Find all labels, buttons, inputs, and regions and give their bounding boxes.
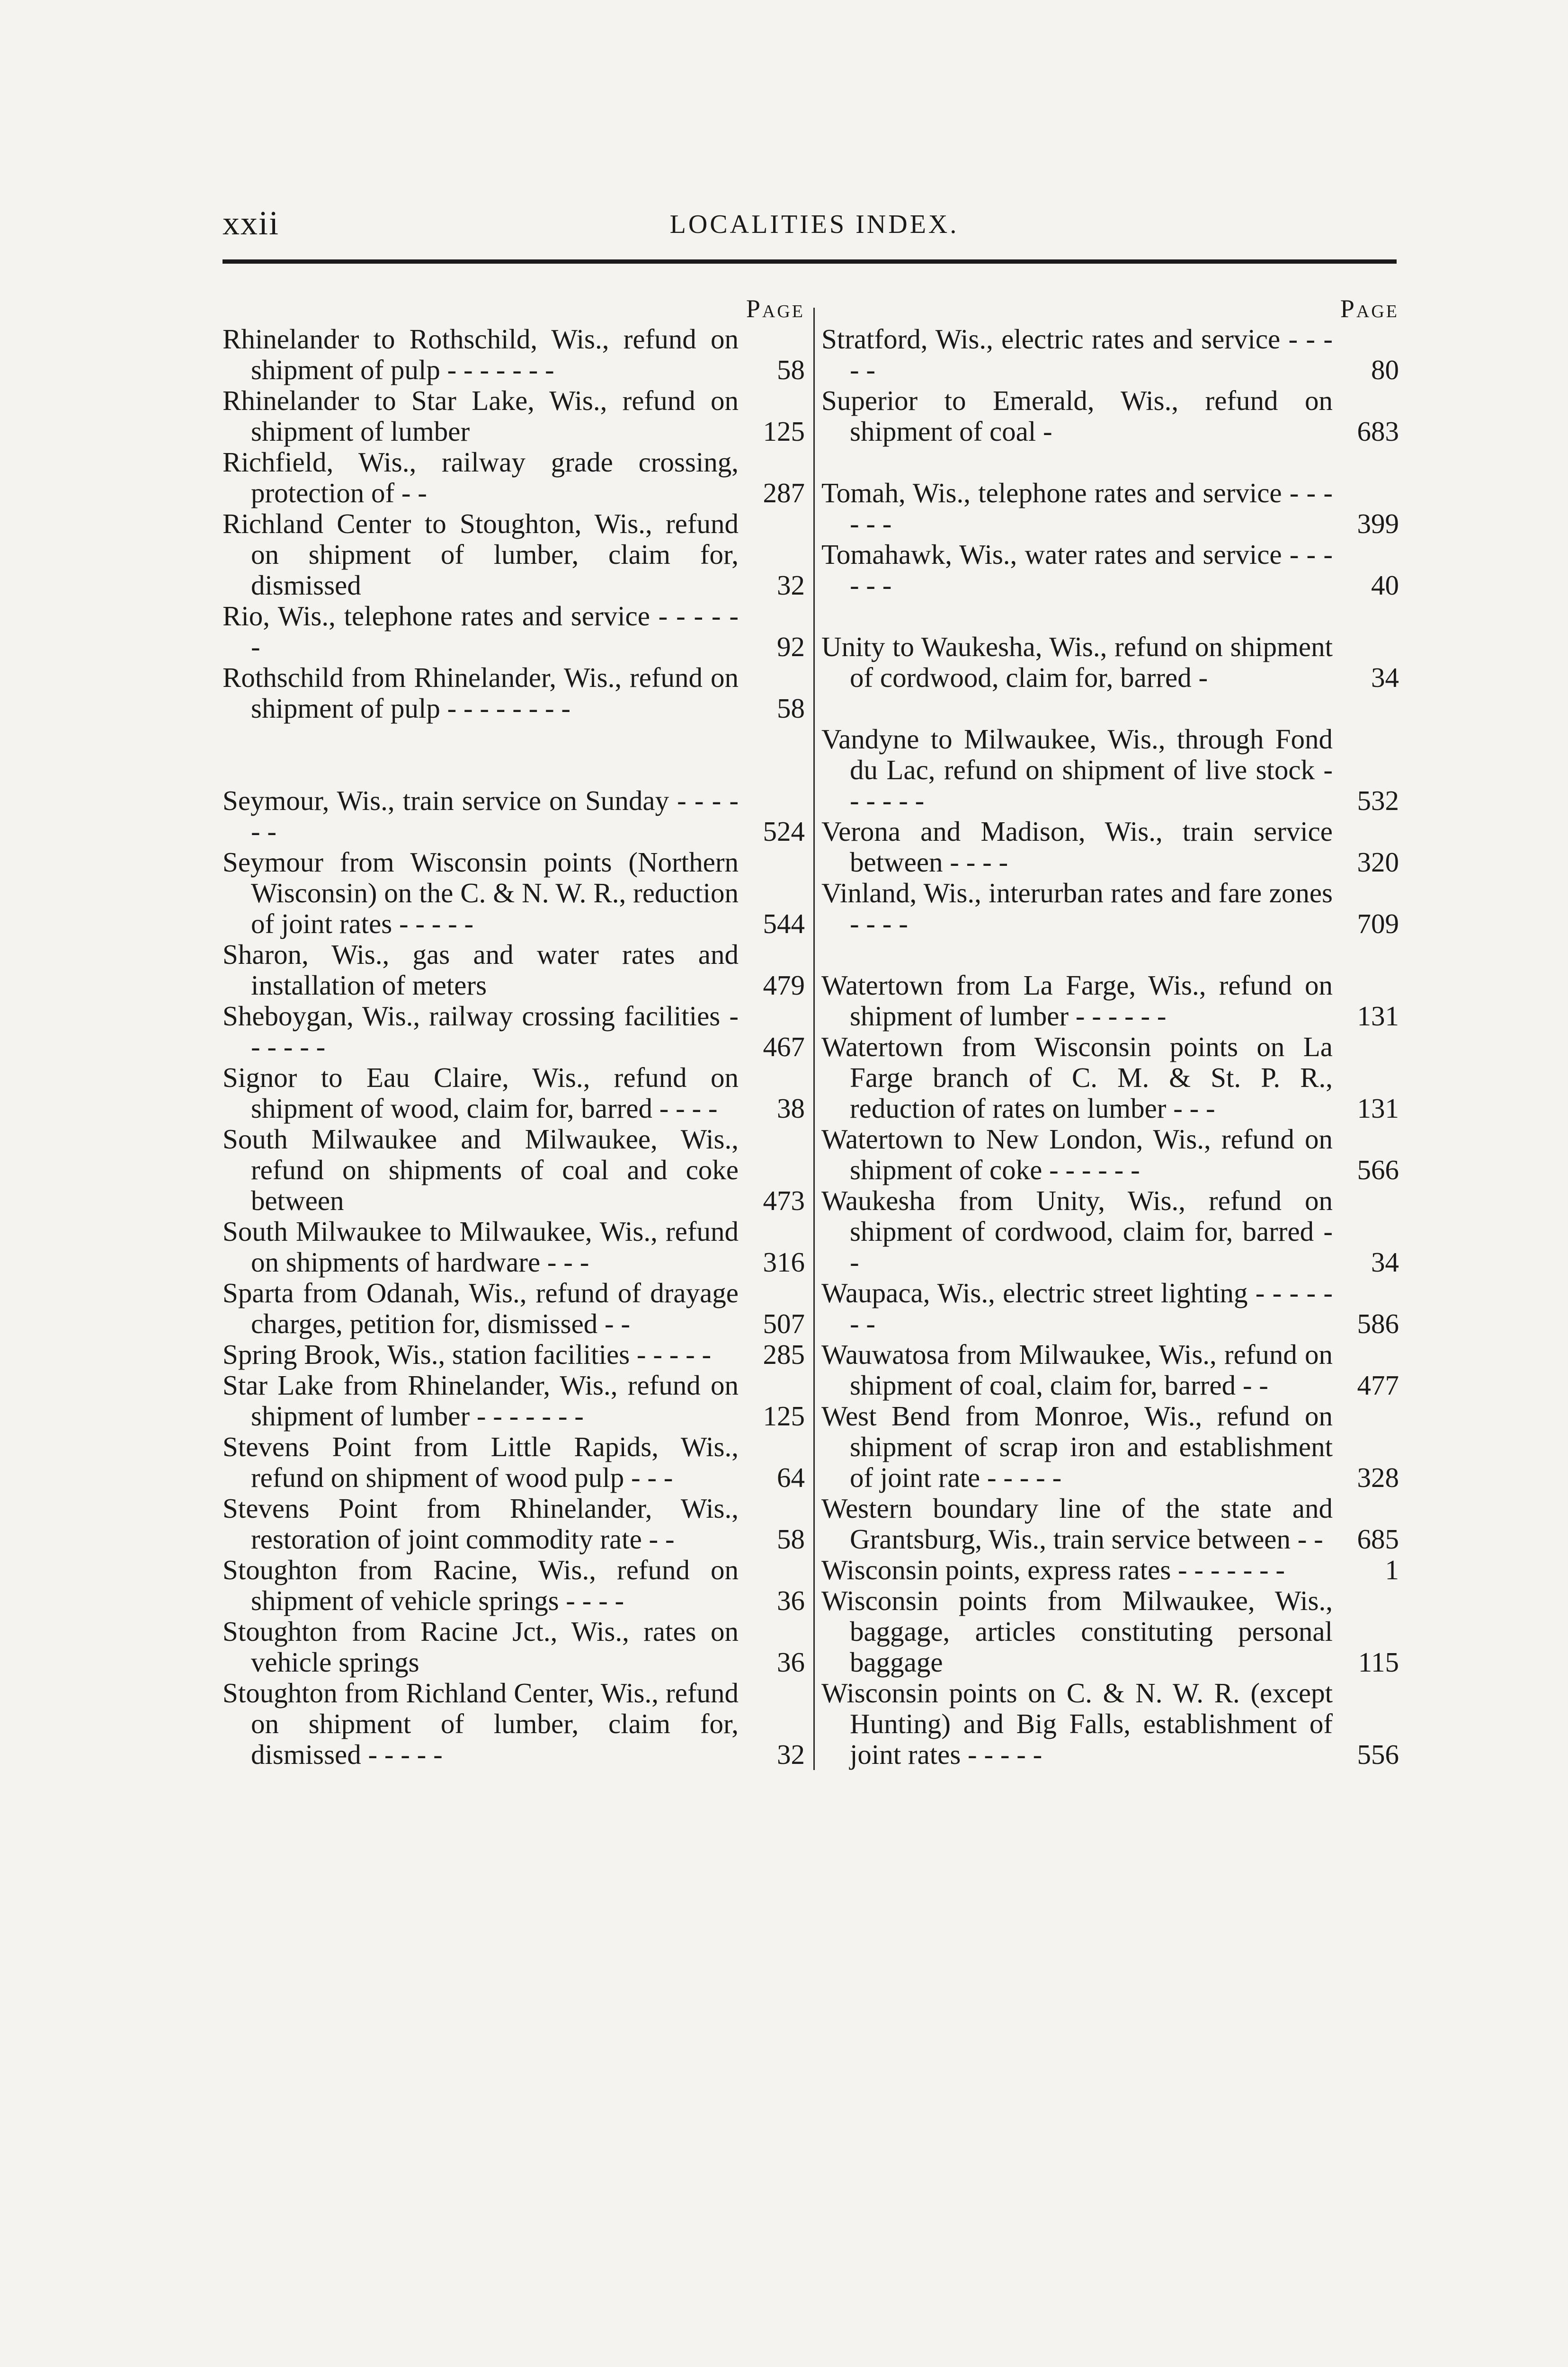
entry-text: Waukesha from Unity, Wis., refund on shipment of cordwood, claim for, barred - - [821, 1185, 1333, 1278]
index-entry [821, 478, 1399, 539]
entry-text: Sparta from Odanah, Wis., refund of drayage charges, petition for, dismissed - - [223, 1277, 739, 1339]
entry-page: 125 [763, 416, 805, 447]
index-entry [223, 1216, 805, 1278]
entry-text: Tomahawk, Wis., water rates and service - - - - - - [821, 539, 1333, 601]
index-entry [821, 1401, 1399, 1493]
entry-page: 80 [1371, 354, 1399, 385]
entry-page: 316 [763, 1246, 805, 1278]
entry-text: Watertown to New London, Wis., refund on shipment of coke - - - - - - [821, 1123, 1333, 1185]
index-entry [223, 1493, 805, 1555]
index-entry [821, 1493, 1399, 1555]
index-entry [223, 662, 805, 724]
letter-gap [821, 939, 1399, 970]
entry-text: Richland Center to Stoughton, Wis., refund on shipment of lumber, claim for, dismissed [223, 508, 739, 601]
entry-page: 40 [1371, 570, 1399, 601]
entry-text: Stoughton from Racine, Wis., refund on shipment of vehicle springs - - - - [223, 1554, 739, 1616]
index-entry [223, 785, 805, 847]
index-entry [821, 1124, 1399, 1185]
entry-text: Wauwatosa from Milwaukee, Wis., refund on shipment of coal, claim for, barred - - [821, 1339, 1333, 1401]
index-entry [223, 601, 805, 662]
entry-page: 287 [763, 477, 805, 508]
entry-page: 58 [777, 693, 805, 724]
index-entry [821, 539, 1399, 601]
entry-page: 544 [763, 908, 805, 939]
index-entry [821, 878, 1399, 939]
entry-page: 477 [1357, 1370, 1399, 1401]
header-rule [223, 259, 1397, 264]
entry-text: Richfield, Wis., railway grade crossing, protection of - - [223, 446, 739, 508]
index-entry [223, 1062, 805, 1124]
index-entry [223, 508, 805, 601]
entry-page: 399 [1357, 508, 1399, 539]
entry-text: Stratford, Wis., electric rates and service - - - - - [821, 323, 1333, 385]
entry-page: 524 [763, 816, 805, 847]
entry-text: Superior to Emerald, Wis., refund on shipment of coal - [821, 385, 1333, 447]
entry-text: Seymour, Wis., train service on Sunday - - - - - - [223, 785, 739, 847]
index-entry [821, 1555, 1399, 1585]
index-entry [223, 1432, 805, 1493]
entry-page: 58 [777, 354, 805, 385]
entry-page: 34 [1371, 1246, 1399, 1278]
entry-page: 556 [1357, 1739, 1399, 1770]
entry-text: Sheboygan, Wis., railway crossing facilities - - - - - - [223, 1000, 739, 1062]
entry-text: Rhinelander to Star Lake, Wis., refund on shipment of lumber [223, 385, 739, 447]
entry-text: Sharon, Wis., gas and water rates and installation of meters [223, 939, 739, 1001]
index-entry [821, 1585, 1399, 1678]
entry-text: Seymour from Wisconsin points (Northern Wisconsin) on the C. & N. W. R., reduction of joint rates - - - - - [223, 846, 739, 939]
running-title: LOCALITIES INDEX. [669, 210, 959, 239]
entry-text: Stoughton from Racine Jct., Wis., rates on vehicle springs [223, 1616, 739, 1678]
entry-text: Wisconsin points on C. & N. W. R. (except Hunting) and Big Falls, establishment of joint rates - - - - - [821, 1677, 1333, 1770]
index-entry [223, 1278, 805, 1339]
entry-page: 92 [777, 631, 805, 662]
index-entry [223, 1339, 805, 1370]
entry-text: West Bend from Monroe, Wis., refund on shipment of scrap iron and establishment of joint rate - - - - - [821, 1400, 1333, 1493]
index-entry [821, 1185, 1399, 1278]
index-entry [821, 385, 1399, 447]
index-entry [223, 385, 805, 447]
entry-text: Rothschild from Rhinelander, Wis., refund on shipment of pulp - - - - - - - - [223, 662, 739, 724]
index-entry [821, 1032, 1399, 1124]
entry-page: 709 [1357, 908, 1399, 939]
entry-text: Watertown from Wisconsin points on La Farge branch of C. M. & St. P. R., reduction of rates on lumber - - - [821, 1031, 1333, 1124]
entry-page: 586 [1357, 1308, 1399, 1339]
entry-page: 58 [777, 1523, 805, 1555]
entry-text: Signor to Eau Claire, Wis., refund on shipment of wood, claim for, barred - - - - [223, 1062, 739, 1124]
entry-page: 532 [1357, 785, 1399, 816]
entry-text: South Milwaukee to Milwaukee, Wis., refund on shipments of hardware - - - [223, 1216, 739, 1278]
left-column [223, 294, 805, 1770]
index-entry [223, 324, 805, 385]
entry-page: 467 [763, 1031, 805, 1062]
entry-page: 32 [777, 570, 805, 601]
index-entry [821, 1278, 1399, 1339]
entry-page: 131 [1357, 1000, 1399, 1032]
entry-text: Stevens Point from Rhinelander, Wis., restoration of joint commodity rate - - [223, 1493, 739, 1555]
entry-page: 479 [763, 970, 805, 1001]
page-header [223, 204, 1406, 246]
entry-text: Tomah, Wis., telephone rates and service - - - - - - [821, 477, 1333, 539]
index-entry [223, 447, 805, 508]
entry-page: 34 [1371, 662, 1399, 693]
entry-text: Vinland, Wis., interurban rates and fare zones - - - - [821, 877, 1333, 939]
letter-gap [821, 447, 1399, 478]
column-divider [813, 308, 815, 1770]
entry-page: 685 [1357, 1523, 1399, 1555]
page-folio: xxii [223, 204, 280, 242]
index-entry [223, 1001, 805, 1062]
entry-page: 64 [777, 1462, 805, 1493]
entry-page: 328 [1357, 1462, 1399, 1493]
entry-page: 1 [1385, 1554, 1399, 1585]
entry-text: Western boundary line of the state and Grantsburg, Wis., train service between - - [821, 1493, 1333, 1555]
entry-page: 566 [1357, 1154, 1399, 1185]
entry-page: 115 [1358, 1646, 1399, 1678]
entry-page: 683 [1357, 416, 1399, 447]
index-entry [223, 939, 805, 1001]
entry-page: 473 [763, 1185, 805, 1216]
entry-text: Wisconsin points from Milwaukee, Wis., baggage, articles constituting personal baggage [821, 1585, 1333, 1678]
entry-page: 36 [777, 1646, 805, 1678]
index-entry [223, 1555, 805, 1616]
entry-page: 285 [763, 1339, 805, 1370]
letter-gap [223, 724, 805, 785]
index-entry [821, 724, 1399, 816]
entry-page: 36 [777, 1585, 805, 1616]
entry-text: Spring Brook, Wis., station facilities - - - - - [223, 1339, 712, 1370]
page-column-label: Page [1340, 294, 1399, 323]
index-entry [821, 816, 1399, 878]
entry-page: 38 [777, 1093, 805, 1124]
index-entry [821, 1678, 1399, 1770]
entry-text: Waupaca, Wis., electric street lighting - - - - - - - [821, 1277, 1333, 1339]
entry-page: 507 [763, 1308, 805, 1339]
index-entry [223, 1124, 805, 1216]
index-entry [223, 847, 805, 939]
entry-text: Vandyne to Milwaukee, Wis., through Fond du Lac, refund on shipment of live stock - - - - - - [821, 723, 1333, 816]
entry-page: 131 [1357, 1093, 1399, 1124]
entry-text: Wisconsin points, express rates - - - - - - - [821, 1554, 1285, 1585]
letter-gap [821, 693, 1399, 724]
index-entry [223, 1616, 805, 1678]
index-entry [821, 1339, 1399, 1401]
entry-text: South Milwaukee and Milwaukee, Wis., refund on shipments of coal and coke between [223, 1123, 739, 1216]
entry-text: Rio, Wis., telephone rates and service - - - - - - [223, 600, 739, 662]
letter-gap [821, 601, 1399, 632]
index-entry [821, 970, 1399, 1032]
entry-text: Stoughton from Richland Center, Wis., refund on shipment of lumber, claim for, dismissed - - - - - [223, 1677, 739, 1770]
entry-page: 125 [763, 1400, 805, 1432]
entry-text: Verona and Madison, Wis., train service between - - - - [821, 816, 1333, 878]
entry-text: Unity to Waukesha, Wis., refund on shipment of cordwood, claim for, barred - [821, 631, 1333, 693]
entry-text: Rhinelander to Rothschild, Wis., refund on shipment of pulp - - - - - - - [223, 323, 739, 385]
right-column [821, 294, 1399, 1770]
index-entry [821, 632, 1399, 693]
entry-text: Stevens Point from Little Rapids, Wis., refund on shipment of wood pulp - - - [223, 1431, 739, 1493]
index-entry [223, 1370, 805, 1432]
index-entry [223, 1678, 805, 1770]
entry-text: Watertown from La Farge, Wis., refund on shipment of lumber - - - - - - [821, 970, 1333, 1032]
entry-text: Star Lake from Rhinelander, Wis., refund on shipment of lumber - - - - - - - [223, 1370, 739, 1432]
page-column-label: Page [746, 294, 805, 323]
index-entry [821, 324, 1399, 385]
entry-page: 320 [1357, 846, 1399, 878]
entry-page: 32 [777, 1739, 805, 1770]
